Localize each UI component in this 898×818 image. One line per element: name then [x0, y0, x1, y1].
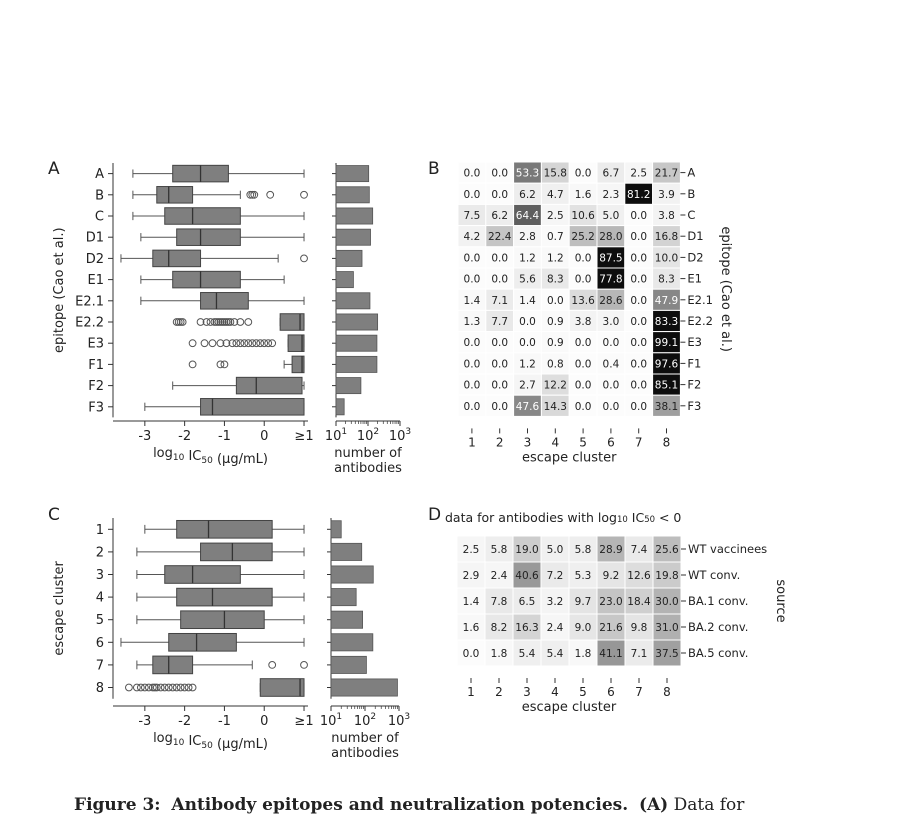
cell-value: 22.4 [488, 231, 512, 244]
cell-value: 6.2 [519, 188, 536, 201]
outlier-point [269, 340, 276, 347]
y-tick-label: 6 [95, 635, 104, 651]
cell-value: 7.5 [463, 210, 481, 222]
y-tick-label: E3 [687, 335, 702, 350]
caption-text: Data for [673, 795, 745, 815]
cell-value: 5.4 [518, 648, 536, 660]
x-axis-title: escape cluster [521, 700, 617, 715]
x-tick-label: -3 [138, 429, 152, 444]
cell-value: 19.8 [655, 570, 679, 582]
x-tick-label: -3 [138, 714, 152, 729]
cell-value: 5.0 [546, 544, 564, 556]
cell-value: 5.3 [574, 570, 592, 582]
count-bar [331, 679, 397, 696]
cell-value: 0.0 [574, 167, 592, 180]
cell-value: 4.2 [463, 231, 481, 244]
cell-value: 10.0 [654, 252, 679, 265]
count-bar [336, 293, 370, 309]
panel-label-d: D [428, 505, 442, 525]
y-tick-label: F2 [88, 379, 104, 395]
outlier-point [245, 319, 252, 326]
box [181, 611, 265, 629]
y-tick-label: E2.2 [687, 314, 713, 328]
x-tick-label: 0 [260, 714, 269, 729]
count-bar [336, 378, 361, 394]
outlier-point [165, 684, 172, 691]
caption-label: Figure 3: [74, 795, 161, 815]
cell-value: 47.9 [654, 294, 679, 307]
x-tick-label: $10^3$ [387, 712, 411, 729]
cell-value: 0.0 [491, 400, 509, 413]
outlier-point [209, 340, 216, 347]
cell-value: 25.6 [655, 544, 679, 556]
x-tick-label: 6 [607, 435, 615, 450]
cell-value: 41.1 [599, 648, 623, 660]
cell-value: 8.3 [658, 273, 675, 286]
outlier-point [185, 684, 192, 691]
cell-value: 0.0 [630, 316, 648, 328]
cell-value: 18.4 [627, 596, 651, 608]
cell-value: 0.0 [463, 167, 481, 180]
cell-value: 3.8 [658, 210, 675, 222]
count-bar [331, 566, 373, 583]
cell-value: 5.8 [490, 544, 508, 556]
cell-value: 9.7 [574, 596, 592, 608]
cell-value: 0.0 [574, 358, 592, 371]
outlier-point [301, 255, 308, 262]
cell-value: 0.9 [546, 337, 564, 350]
cell-value: 2.5 [630, 167, 648, 180]
outlier-point [173, 684, 180, 691]
cell-value: 4.7 [546, 188, 564, 201]
outlier-point [233, 340, 240, 347]
count-bar [331, 634, 373, 651]
cell-value: 23.0 [599, 596, 623, 608]
y-tick-label: F1 [687, 356, 702, 371]
y-tick-label: A [95, 167, 104, 183]
cell-value: 0.0 [574, 337, 592, 350]
box [201, 293, 249, 310]
count-bar [331, 543, 362, 560]
x-tick-label: 4 [551, 685, 559, 699]
cell-value: 3.0 [602, 316, 620, 328]
cell-value: 1.6 [574, 188, 592, 201]
y-tick-label: C [94, 209, 104, 225]
outlier-point [181, 684, 188, 691]
count-bar [336, 314, 378, 330]
outlier-point [189, 684, 196, 691]
cell-value: 31.0 [655, 622, 679, 634]
x-tick-label: ≥1 [294, 714, 314, 729]
count-bar [336, 229, 371, 245]
cell-value: 7.7 [491, 316, 509, 328]
y-tick-label: E2.1 [687, 292, 713, 307]
x-tick-label: 8 [662, 435, 671, 450]
x-axis-title: number of [334, 446, 402, 461]
outlier-point [269, 662, 276, 669]
cell-value: 7.1 [491, 294, 509, 307]
cell-value: 38.1 [654, 400, 679, 413]
cell-value: 87.5 [599, 252, 623, 265]
y-tick-label: D2 [687, 250, 704, 265]
y-tick-label: F3 [88, 400, 104, 416]
count-bar [336, 250, 362, 266]
cell-value: 6.7 [602, 167, 620, 180]
cell-value: 37.5 [655, 648, 679, 660]
cell-value: 28.9 [599, 544, 623, 556]
cell-value: 12.2 [543, 379, 567, 392]
cell-value: 0.0 [491, 358, 509, 371]
cell-value: 5.0 [602, 210, 620, 222]
y-tick-label: 3 [95, 568, 104, 583]
box [165, 208, 241, 225]
outlier-point [141, 684, 148, 691]
y-tick-label: E1 [87, 273, 104, 289]
count-bar [336, 166, 369, 182]
outlier-point [217, 361, 224, 368]
y-tick-label: E3 [87, 336, 104, 352]
cell-value: 0.0 [491, 188, 509, 201]
cell-value: 7.4 [630, 544, 648, 556]
y-tick-label: C [687, 208, 696, 222]
count-bar [331, 589, 356, 606]
cell-value: 3.8 [574, 316, 592, 328]
y-tick-label: BA.1 conv. [688, 594, 749, 608]
x-tick-label: 3 [523, 685, 531, 699]
cell-value: 28.0 [599, 231, 623, 244]
cell-value: 0.0 [630, 210, 648, 222]
outlier-point [201, 340, 208, 347]
cell-value: 1.8 [574, 648, 592, 660]
x-tick-label: $10^3$ [388, 427, 412, 444]
x-tick-label: 3 [523, 435, 532, 450]
y-tick-label: 2 [95, 545, 104, 561]
cell-value: 7.8 [490, 596, 508, 608]
cell-value: 1.6 [462, 622, 480, 634]
cell-value: 0.0 [574, 400, 592, 413]
count-bar [331, 611, 363, 628]
count-bar [331, 656, 366, 673]
cell-value: 0.0 [602, 400, 620, 413]
cell-value: 14.3 [543, 400, 567, 413]
cell-value: 28.6 [599, 294, 623, 307]
outlier-point [265, 340, 272, 347]
cell-value: 8.3 [546, 273, 564, 286]
y-tick-label: WT vaccinees [688, 542, 768, 556]
cell-value: 0.8 [546, 358, 564, 371]
heatmap-title: data for antibodies with log10 IC50 < 0 [445, 510, 682, 525]
cell-value: 2.9 [462, 570, 480, 582]
y-tick-label: D1 [687, 229, 704, 244]
outlier-point [177, 684, 184, 691]
y-tick-label: E1 [687, 271, 702, 286]
cell-value: 0.0 [491, 167, 509, 180]
cell-value: 21.6 [599, 622, 623, 634]
cell-value: 0.0 [463, 358, 481, 371]
x-tick-label: 7 [635, 685, 643, 699]
y-tick-label: F3 [687, 398, 702, 413]
cell-value: 3.9 [658, 188, 675, 201]
cell-value: 0.0 [463, 400, 481, 413]
outlier-point [301, 191, 308, 198]
cell-value: 64.4 [515, 210, 540, 222]
cell-value: 1.2 [519, 358, 536, 371]
cell-value: 53.3 [515, 167, 540, 180]
box [165, 566, 241, 584]
y-tick-label: 8 [95, 681, 104, 696]
caption-part-label: (A) [638, 795, 669, 815]
cell-value: 30.0 [655, 596, 679, 608]
cell-value: 3.2 [546, 596, 564, 608]
outlier-point [161, 684, 168, 691]
cell-value: 5.6 [519, 273, 536, 286]
x-axis-title: $\log_{10} IC_{50}$ (μg/mL) [153, 446, 268, 467]
box [153, 250, 201, 267]
cell-value: 21.7 [654, 167, 679, 180]
outlier-point [126, 684, 133, 691]
box [201, 543, 273, 561]
y-tick-label: WT conv. [688, 568, 741, 582]
outlier-point [249, 340, 256, 347]
outlier-point [189, 361, 196, 368]
x-axis-title: antibodies [331, 746, 399, 761]
cell-value: 0.9 [546, 316, 564, 328]
cell-value: 0.0 [546, 294, 564, 307]
y-tick-label: BA.2 conv. [688, 620, 749, 634]
panel-label-b: B [428, 159, 440, 179]
cell-value: 7.2 [546, 570, 564, 582]
cell-value: 0.0 [602, 379, 620, 392]
y-axis-title: epitope (Cao et al.) [718, 226, 733, 352]
x-tick-label: 5 [579, 685, 587, 699]
cell-value: 0.0 [463, 273, 481, 286]
x-tick-label: 1 [468, 435, 476, 450]
x-tick-label: 6 [607, 685, 615, 699]
box [177, 520, 273, 538]
y-tick-label: 4 [95, 590, 104, 606]
x-tick-label: 2 [495, 435, 504, 450]
cell-value: 12.6 [627, 570, 651, 582]
x-tick-label: 8 [663, 685, 671, 699]
y-tick-label: D1 [85, 230, 104, 246]
x-tick-label: $10^1$ [324, 427, 348, 444]
cell-value: 8.2 [490, 622, 508, 634]
x-axis-title: number of [331, 731, 399, 746]
cell-value: 25.2 [571, 231, 595, 244]
cell-value: 1.2 [546, 252, 564, 265]
x-tick-label: -1 [217, 429, 231, 444]
count-bar [336, 208, 373, 224]
box [177, 229, 241, 246]
x-tick-label: -2 [178, 714, 192, 729]
cell-value: 97.6 [654, 358, 679, 371]
cell-value: 0.0 [463, 252, 481, 265]
cell-value: 1.4 [463, 294, 481, 307]
outlier-point [261, 340, 268, 347]
outlier-point [301, 662, 308, 669]
cell-value: 2.5 [462, 544, 480, 556]
x-axis-title: $\log_{10} IC_{50}$ (μg/mL) [153, 731, 268, 752]
cell-value: 0.0 [630, 294, 648, 307]
count-bar [336, 187, 369, 203]
cell-value: 9.2 [602, 570, 620, 582]
cell-value: 0.0 [630, 358, 648, 371]
box [236, 377, 302, 394]
box [157, 187, 193, 204]
cell-value: 5.4 [546, 648, 564, 660]
cell-value: 6.2 [491, 210, 509, 222]
y-tick-label: 1 [95, 522, 104, 538]
box [177, 588, 273, 606]
x-tick-label: 0 [260, 429, 269, 444]
box [169, 633, 237, 651]
cell-value: 1.4 [519, 294, 536, 307]
cell-value: 0.7 [546, 231, 564, 244]
y-tick-label: E2.1 [75, 294, 104, 310]
cell-value: 2.3 [602, 188, 620, 201]
cell-value: 0.0 [602, 337, 620, 350]
cell-value: 2.7 [519, 379, 536, 392]
cell-value: 0.0 [630, 337, 648, 350]
y-tick-label: E2.2 [75, 315, 104, 331]
box [260, 679, 304, 697]
outlier-point [237, 340, 244, 347]
cell-value: 83.3 [654, 316, 679, 328]
y-tick-label: F2 [687, 377, 702, 392]
cell-value: 7.1 [630, 648, 648, 660]
cell-value: 0.0 [463, 188, 481, 201]
cell-value: 16.8 [654, 231, 679, 244]
y-tick-label: 7 [95, 658, 104, 674]
x-tick-label: $10^1$ [319, 712, 343, 729]
cell-value: 9.8 [630, 622, 648, 634]
x-tick-label: $10^2$ [356, 427, 380, 444]
x-tick-label: 7 [634, 435, 643, 450]
cell-value: 0.0 [491, 379, 509, 392]
y-tick-label: BA.5 conv. [688, 646, 749, 660]
x-axis-title: escape cluster [521, 450, 617, 466]
x-tick-label: 1 [467, 685, 475, 699]
outlier-point [267, 191, 274, 198]
x-tick-label: 4 [551, 435, 560, 450]
panel-label-a: A [48, 159, 60, 179]
outlier-point [245, 340, 252, 347]
x-axis-title: antibodies [334, 461, 402, 476]
cell-value: 1.2 [519, 252, 536, 265]
x-tick-label: -2 [178, 429, 192, 444]
cell-value: 1.8 [490, 648, 508, 660]
cell-value: 2.5 [546, 210, 564, 222]
cell-value: 0.0 [574, 273, 592, 286]
panel-label-c: C [48, 505, 60, 525]
y-axis-title: epitope (Cao et al.) [52, 227, 67, 353]
count-bar [336, 399, 344, 415]
cell-value: 0.0 [491, 273, 509, 286]
cell-value: 0.0 [491, 337, 509, 350]
x-tick-label: ≥1 [294, 429, 314, 444]
x-tick-label: $10^2$ [353, 712, 377, 729]
cell-value: 0.0 [519, 316, 536, 328]
y-tick-label: A [687, 165, 696, 180]
cell-value: 9.0 [574, 622, 592, 634]
y-axis-title: escape cluster [52, 561, 67, 656]
count-bar [331, 521, 341, 538]
cell-value: 40.6 [515, 570, 539, 582]
outlier-point [253, 340, 260, 347]
cell-value: 16.3 [515, 622, 539, 634]
count-bar [336, 356, 377, 372]
outlier-point [257, 340, 264, 347]
cell-value: 0.0 [630, 273, 648, 286]
cell-value: 0.0 [630, 379, 648, 392]
cell-value: 10.6 [571, 210, 595, 222]
cell-value: 81.2 [627, 188, 651, 201]
cell-value: 0.0 [491, 252, 509, 265]
cell-value: 0.4 [602, 358, 620, 371]
cell-value: 5.8 [574, 544, 592, 556]
outlier-point [137, 684, 144, 691]
cell-value: 0.0 [574, 379, 592, 392]
cell-value: 99.1 [654, 337, 679, 350]
cell-value: 19.0 [515, 544, 539, 556]
figure-caption [74, 795, 744, 815]
cell-value: 85.1 [654, 379, 679, 392]
y-tick-label: 5 [95, 613, 104, 629]
y-axis-title: source [773, 579, 788, 623]
outlier-point [241, 340, 248, 347]
box [201, 399, 304, 416]
cell-value: 13.6 [571, 294, 595, 307]
cell-value: 0.0 [630, 252, 648, 265]
cell-value: 2.8 [519, 231, 536, 244]
box [153, 656, 193, 674]
cell-value: 6.5 [518, 596, 536, 608]
y-tick-label: F1 [88, 357, 104, 373]
box [173, 271, 241, 288]
x-tick-label: -1 [217, 714, 231, 729]
outlier-point [169, 684, 176, 691]
outlier-point [221, 361, 228, 368]
cell-value: 1.3 [463, 316, 481, 328]
x-tick-label: 5 [579, 435, 587, 450]
cell-value: 0.0 [630, 231, 648, 244]
cell-value: 0.0 [462, 648, 480, 660]
cell-value: 0.0 [630, 400, 648, 413]
cell-value: 2.4 [546, 622, 564, 634]
count-bar [336, 272, 353, 288]
outlier-point [189, 340, 196, 347]
cell-value: 0.0 [574, 252, 592, 265]
caption-title: Antibody epitopes and neutralization potencies. [171, 795, 629, 815]
y-tick-label: B [687, 186, 696, 201]
cell-value: 0.0 [463, 337, 481, 350]
cell-value: 1.4 [462, 596, 480, 608]
cell-value: 77.8 [599, 273, 623, 286]
y-tick-label: B [95, 188, 104, 204]
cell-value: 47.6 [515, 400, 540, 413]
count-bar [336, 335, 377, 351]
y-tick-label: D2 [85, 251, 104, 267]
x-tick-label: 2 [495, 685, 503, 699]
cell-value: 2.4 [490, 570, 508, 582]
cell-value: 0.0 [519, 337, 536, 350]
outlier-point [133, 684, 140, 691]
cell-value: 0.0 [463, 379, 481, 392]
cell-value: 15.8 [543, 167, 567, 180]
